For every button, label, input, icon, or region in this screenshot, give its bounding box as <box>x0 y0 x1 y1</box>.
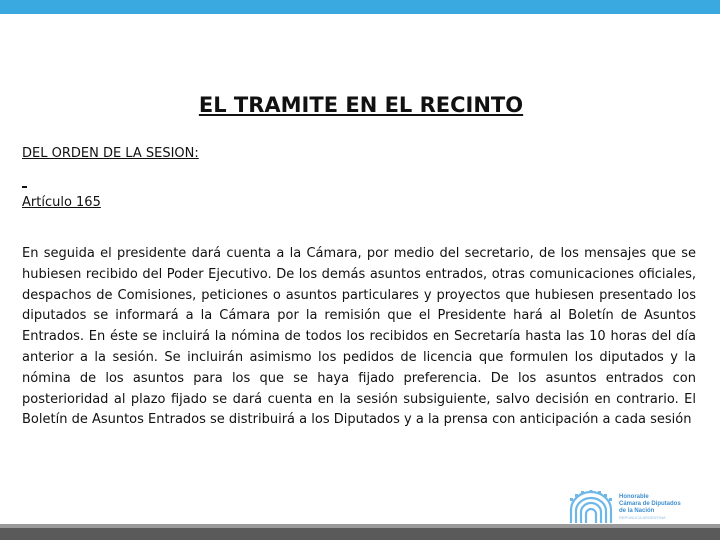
logo-line-4: REPÚBLICA ARGENTINA <box>619 515 666 520</box>
section-heading: DEL ORDEN DE LA SESION: <box>22 146 199 161</box>
article-heading: Artículo 165 <box>22 195 101 210</box>
logo-text <box>619 494 699 520</box>
chamber-logo <box>568 490 698 524</box>
dash-marker <box>22 186 27 188</box>
congress-dome-icon <box>568 490 614 524</box>
article-body-text: En seguida el presidente dará cuenta a la Cámara, por medio del secretario, de los mensajes que se hubiesen recibido del Poder Ejecutivo. De los demás asuntos entrados, otras comunicaciones oficiales, despachos de Comisiones, peticiones o asuntos particulares y proyectos que hubiesen presentado los diputados se informará a la Cámara por la remisión que el Presidente hará al Boletín de Asuntos Entrados. En éste se incluirá la nómina de todos los recibidos en Secretaría hasta las 10 horas del día anterior a la sesión. Se incluirán asimismo los pedidos de licencia que formulen los diputados y la nómina de los asuntos para los que se haya fijado preferencia. De los asuntos entrados con posterioridad al plazo fijado se dará cuenta en la sesión subsiguiente, salvo decisión en contrario. El Boletín de Asuntos Entrados se distribuirá a los Diputados y a la prensa con anticipación a cada sesión <box>22 246 696 428</box>
logo-line-2: Cámara de Diputados <box>619 501 681 507</box>
logo-line-1: Honorable <box>619 494 649 500</box>
bottom-bar <box>0 528 720 540</box>
logo-line-3: de la Nación <box>619 508 655 514</box>
page-title: EL TRAMITE EN EL RECINTO <box>198 93 524 117</box>
top-accent-bar <box>0 0 720 14</box>
